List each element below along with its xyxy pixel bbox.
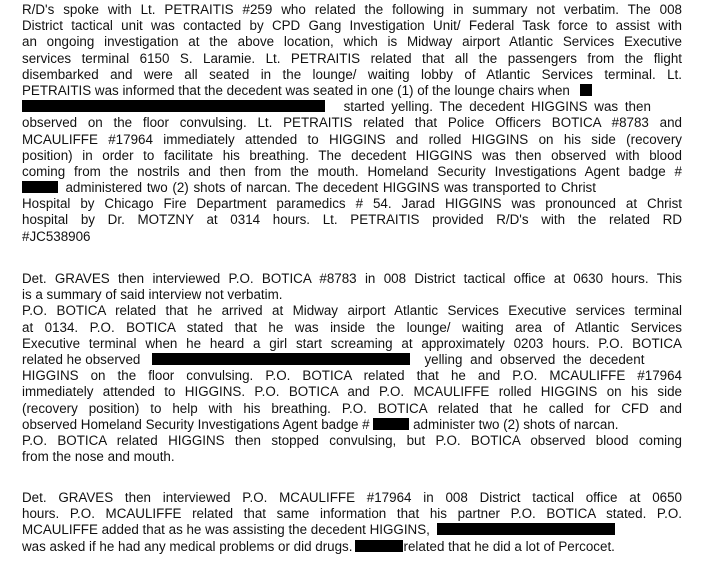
text-line: hours. P.O. MCAULIFFE related that same information that his partner P.O. BOTICA stated. P.O.	[22, 506, 682, 522]
text-line: P.O. BOTICA related that he arrived at Midway airport Atlantic Services Executive services terminal	[22, 303, 682, 319]
text-line: PETRAITIS was informed that the decedent was seated in one (1) of the lounge chairs when	[22, 83, 682, 99]
paragraph-1	[22, 2, 682, 245]
text-line: observed Homeland Security Investigations Agent badge # administer two (2) shots of narcan.	[22, 416, 619, 432]
text-line: R/D's spoke with Lt. PETRAITIS #259 who related the following in summary not verbatim. The 008	[22, 2, 682, 17]
text-line: services terminal 6150 S. Laramie. Lt. PETRAITIS related that all the passengers from the flight	[22, 50, 682, 66]
redaction-box	[152, 353, 410, 365]
redaction-box	[373, 418, 409, 430]
text-line: is a summary of said interview not verbatim.	[22, 287, 283, 303]
text-line: P.O. BOTICA related HIGGINS then stopped convulsing, but P.O. BOTICA observed blood coming	[22, 432, 682, 448]
text-line: position) in order to facilitate his breathing. The decedent HIGGINS was then observed with blood	[22, 147, 682, 163]
text-line: observed on the floor convulsing. Lt. PETRAITIS related that Police Officers BOTICA #8783 and	[22, 115, 682, 131]
paragraph-3	[22, 490, 682, 555]
text-line: hospital by Dr. MOTZNY at 0314 hours. Lt. PETRAITIS provided R/D's with the related RD	[22, 212, 682, 228]
text-line: immediately attended to HIGGINS. P.O. BOTICA and P.O. MCAULIFFE rolled HIGGINS on his side	[22, 384, 682, 400]
text-line: Hospital by Chicago Fire Department paramedics # 54. Jarad HIGGINS was pronounced at Christ	[22, 196, 682, 212]
text-line: coming from the nostrils and then from the mouth. Homeland Security Investigations Agent badge #	[22, 163, 682, 179]
redaction-box	[437, 523, 615, 535]
text-line: administered two (2) shots of narcan. The decedent HIGGINS was transported to Christ	[22, 180, 682, 196]
text-line: from the nose and mouth.	[22, 449, 175, 465]
redaction-box	[22, 100, 325, 112]
text-line: Det. GRAVES then interviewed P.O. MCAULIFFE #17964 in 008 District tactical office at 0650	[22, 490, 682, 505]
text-line: an ongoing investigation at the above location, which is Midway airport Atlantic Services Executive	[22, 34, 682, 50]
text-line: #JC538906	[22, 228, 91, 244]
text-line: MCAULIFFE added that as he was assisting the decedent HIGGINS,	[22, 522, 682, 538]
text-line: at 0134. P.O. BOTICA stated that he was inside the lounge/ waiting area of Atlantic Services	[22, 319, 682, 335]
paragraph-2	[22, 271, 682, 465]
text-line: was asked if he had any medical problems or did drugs. related that he did a lot of Percocet.	[22, 538, 615, 554]
text-line: started yelling. The decedent HIGGINS was then	[22, 99, 682, 115]
redaction-box	[355, 540, 403, 552]
text-line: HIGGINS on the floor convulsing. P.O. BOTICA related that he and P.O. MCAULIFFE #17964	[22, 368, 682, 384]
redaction-box	[22, 181, 58, 193]
text-line: related he observed yelling and observed the decedent	[22, 351, 645, 367]
text-line: District tactical unit was contacted by CPD Gang Investigation Unit/ Federal Task force to assist with	[22, 18, 682, 34]
text-line: disembarked and were all seated in the lounge/ waiting lobby of Atlantic Services terminal. Lt.	[22, 66, 682, 82]
text-line: (recovery position) to help with his breathing. P.O. BOTICA related that he called for CFD and	[22, 400, 682, 416]
text-line: Det. GRAVES then interviewed P.O. BOTICA #8783 in 008 District tactical office at 0630 hours. This	[22, 271, 682, 286]
text-line: MCAULIFFE #17964 immediately attended to HIGGINS and rolled HIGGINS on his side (recovery	[22, 131, 682, 147]
redaction-box	[580, 84, 592, 96]
text-line: Executive terminal when he heard a girl start screaming at approximately 0203 hours. P.O. BOTICA	[22, 335, 682, 351]
